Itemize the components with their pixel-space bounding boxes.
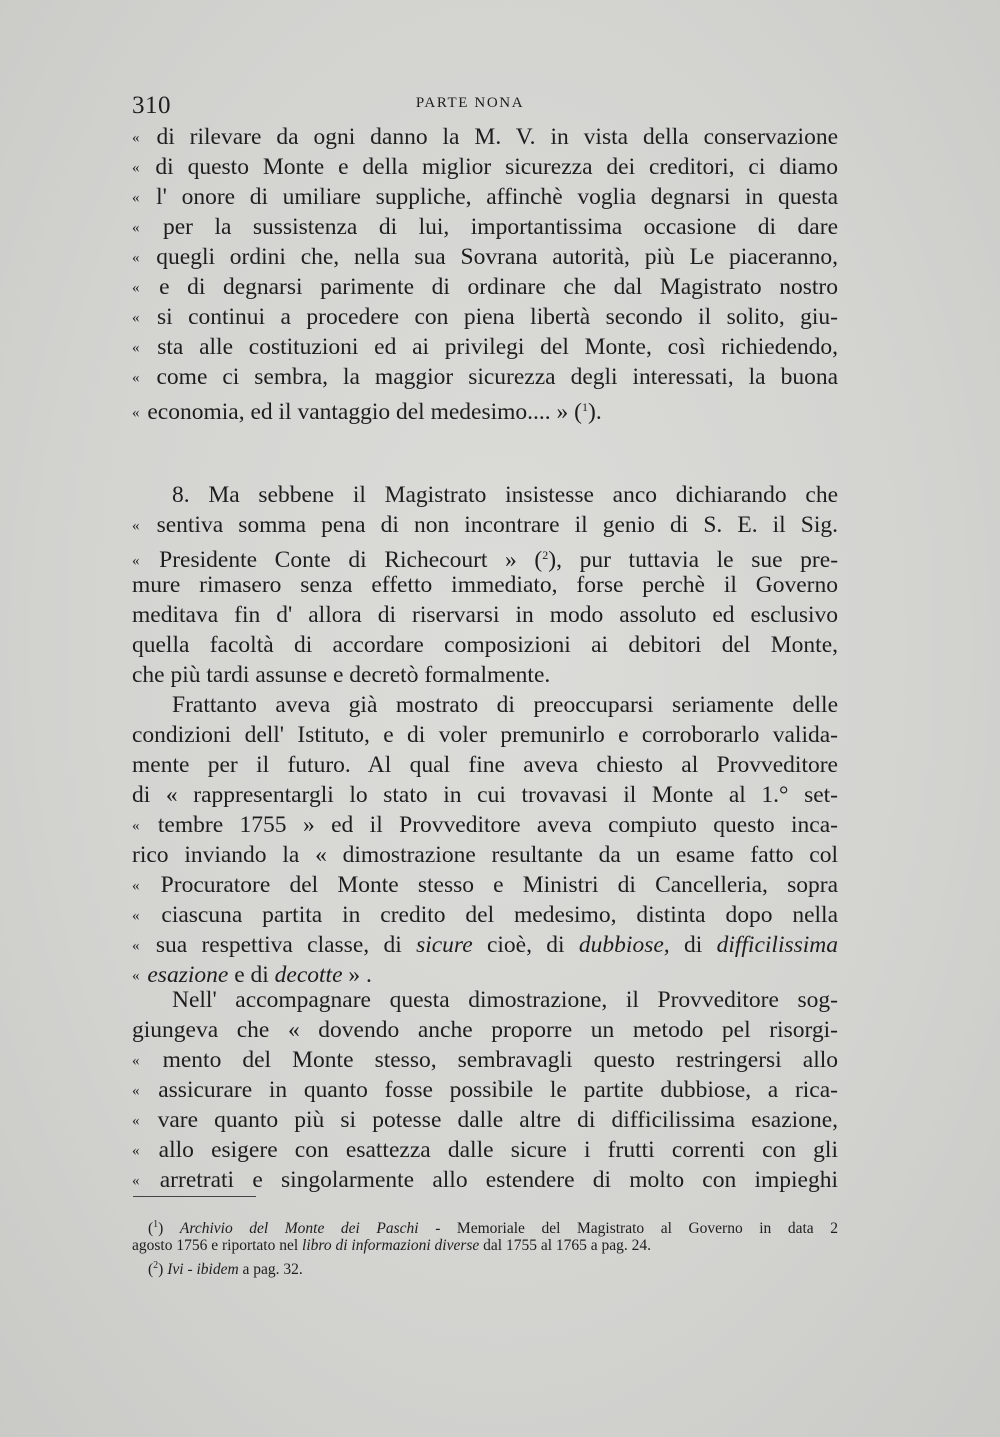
text-line: « si continui a procedere con piena libertà secondo il solito, giu-: [132, 304, 839, 330]
footnote-1-continued: agosto 1756 e riportato nel libro di informazioni diverse dal 1755 al 1765 a pag. 24.: [132, 1237, 652, 1254]
quote-mark: «: [132, 190, 140, 206]
text-line: « mento del Monte stesso, sembravagli questo restringersi allo: [132, 1047, 839, 1073]
text-line: mente per il futuro. Al qual fine aveva chiesto al Provveditore: [132, 752, 838, 778]
text-line: « sentiva somma pena di non incontrare il genio di S. E. il Sig.: [132, 512, 839, 538]
quote-mark: «: [132, 1053, 140, 1069]
footnote-marker: 1: [153, 1219, 159, 1230]
text-line: mure rimasero senza effetto immediato, forse perchè il Governo: [132, 572, 838, 598]
quote-mark: «: [132, 968, 140, 984]
footnote-2: ($^2$) Ivi - ibidem a pag. 32.: [148, 1260, 303, 1278]
quote-mark: «: [132, 160, 140, 176]
quote-mark: «: [132, 220, 140, 236]
quote-mark: «: [132, 1143, 140, 1159]
quote-mark: «: [132, 1083, 140, 1099]
text-line: « Presidente Conte di Richecourt » ($^2$), pur tuttavia le sue pre-: [132, 547, 839, 573]
text-line: « tembre 1755 » ed il Provveditore aveva compiuto questo inca-: [132, 812, 838, 838]
text-line: « assicurare in quanto fosse possibile le partite dubbiose, a rica-: [132, 1077, 838, 1103]
quote-mark: «: [132, 878, 140, 894]
text-line: quella facoltà di accordare composizioni ai debitori del Monte,: [132, 632, 838, 658]
footnote-ref: 1: [582, 400, 589, 414]
quote-mark: «: [132, 938, 140, 954]
quote-mark: «: [132, 908, 140, 924]
text-line: « sta alle costituzioni ed ai privilegi del Monte, così richiedendo,: [132, 334, 839, 360]
text-line: « arretrati e singolarmente allo estendere di molto con impieghi: [132, 1167, 839, 1193]
text-line: « sua respettiva classe, di sicure cioè, di dubbiose, di difficilissima: [132, 932, 839, 958]
text-line: « come ci sembra, la maggior sicurezza degli interessati, la buona: [132, 364, 839, 390]
text-line: di « rappresentargli lo stato in cui trovavasi il Monte al 1.° set-: [132, 782, 838, 808]
quote-mark: «: [132, 250, 140, 266]
text-line: « Procuratore del Monte stesso e Ministri di Cancelleria, sopra: [132, 872, 838, 898]
text-line: Nell' accompagnare questa dimostrazione, il Provveditore sog-: [172, 987, 838, 1013]
quote-mark: «: [132, 818, 140, 834]
quote-mark: «: [132, 340, 140, 356]
text-line: che più tardi assunse e decretò formalmente.: [132, 662, 551, 688]
quote-mark: «: [132, 1113, 140, 1129]
quote-mark: «: [132, 370, 140, 386]
text-line: giungeva che « dovendo anche proporre un metodo pel risorgi-: [132, 1017, 838, 1043]
quote-mark: «: [132, 1173, 140, 1189]
quote-mark: «: [132, 405, 140, 421]
italic-term: dubbiose,: [578, 932, 670, 958]
text-line: « per la sussistenza di lui, importantissima occasione di dare: [132, 214, 838, 240]
text-line: « ciascuna partita in credito del medesimo, distinta dopo nella: [132, 902, 838, 928]
text-line: Frattanto aveva già mostrato di preoccuparsi seriamente delle: [172, 692, 838, 718]
text-line: 8. Ma sebbene il Magistrato insistesse anco dichiarando che: [172, 482, 838, 508]
quote-mark: «: [132, 518, 140, 534]
quote-mark: «: [132, 310, 140, 326]
text-line: « esazione e di decotte » .: [132, 962, 372, 988]
page-number: 310: [132, 92, 171, 119]
footnote-marker: 2: [153, 1260, 159, 1271]
italic-term: esazione: [147, 962, 229, 988]
footnote-ref: 2: [542, 548, 549, 562]
quote-mark: «: [132, 280, 140, 296]
italic-term: difficilissima: [716, 932, 839, 958]
footnote-1: ($^1$) Archivio del Monte dei Paschi - Memoriale del Magistrato al Governo in data 2: [148, 1219, 839, 1237]
text-line: meditava fin d' allora di riservarsi in modo assoluto ed esclusivo: [132, 602, 838, 628]
text-line: « economia, ed il vantaggio del medesimo.... » ($^1$).: [132, 399, 602, 425]
text-line: « di questo Monte e della miglior sicurezza dei creditori, ci diamo: [132, 154, 838, 180]
quote-mark: «: [132, 553, 140, 569]
text-line: rico inviando la « dimostrazione resultante da un esame fatto col: [132, 842, 838, 868]
text-line: « e di degnarsi parimente di ordinare che dal Magistrato nostro: [132, 274, 838, 300]
page-header: [132, 92, 838, 118]
text-line: « quegli ordini che, nella sua Sovrana autorità, più Le piaceranno,: [132, 244, 839, 270]
text-line: « vare quanto più si potesse dalle altre di difficilissima esazione,: [132, 1107, 839, 1133]
italic-term: decotte: [274, 962, 343, 988]
footnote-divider: [133, 1196, 256, 1197]
italic-term: sicure: [416, 932, 473, 958]
text-line: « allo esigere con esattezza dalle sicure i frutti correnti con gli: [132, 1137, 838, 1163]
quote-mark: «: [132, 130, 140, 146]
text-line: « di rilevare da ogni danno la M. V. in vista della conservazione: [132, 124, 838, 150]
running-head: PARTE NONA: [415, 95, 525, 111]
text-line: « l' onore di umiliare suppliche, affinchè voglia degnarsi in questa: [132, 184, 838, 210]
text-line: condizioni dell' Istituto, e di voler premunirlo e corroborarlo valida-: [132, 722, 838, 748]
